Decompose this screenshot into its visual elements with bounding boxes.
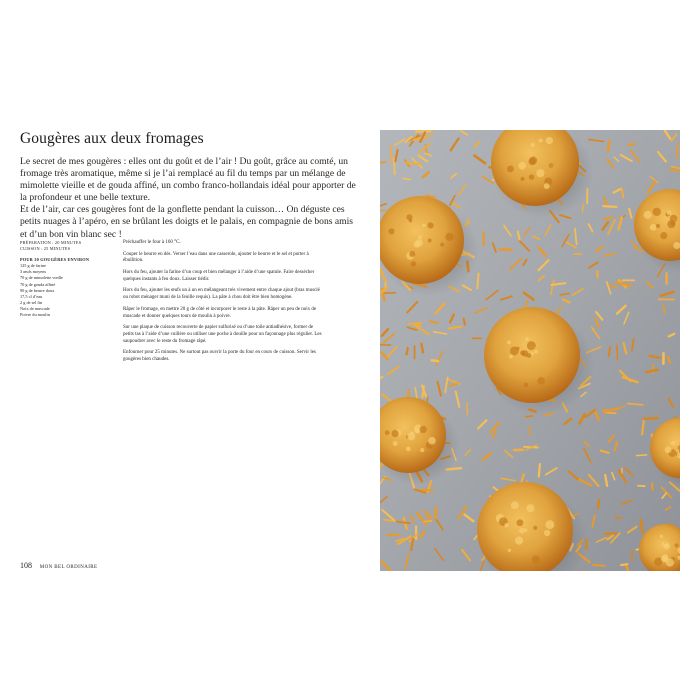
puff-texture xyxy=(440,243,444,247)
puff-texture xyxy=(537,377,544,384)
step-paragraph: Couper le beurre en dés. Verser l’eau dans une casserole, ajouter le beurre et le sel et porter à ébullition. xyxy=(123,251,309,264)
ingredient-item: 90 g de beurre doux xyxy=(20,287,55,293)
puff-texture xyxy=(422,224,426,228)
puff-texture xyxy=(391,430,398,437)
cheese-shred xyxy=(670,170,679,171)
puff-texture xyxy=(650,224,657,231)
puff-texture xyxy=(667,220,675,228)
ingredient-item: 70 g de mimolette vieille xyxy=(20,275,63,281)
intro-paragraph: Le secret de mes gougères : elles ont du goût et de l’air ! Du goût, grâce au comté, un fromage très aromatique, même si je l’ai remplacé au fil du temps par un mélange de mimolette vieille et de gouda affiné, un combo franco-hollandais idéal pour apporter de la profondeur et une belle texture. xyxy=(20,156,356,204)
step-paragraph: Préchauffer le four à 160 °C. xyxy=(123,240,181,245)
puff-texture xyxy=(393,441,398,446)
step-paragraph: Hors du feu, ajouter les œufs un à un en mélangeant très vivement entre chaque ajout (bras musclé ou robot ménager muni de la feuille requis). La pâte à chou doit être bien homogène. xyxy=(123,288,320,301)
puff-texture xyxy=(516,347,519,350)
recipe-title: Gougères aux deux fromages xyxy=(20,130,204,147)
page-footer xyxy=(20,561,97,570)
cheese-shred xyxy=(582,204,583,212)
puff-texture xyxy=(516,519,523,526)
photo-illustration xyxy=(380,130,680,571)
cheese-shred xyxy=(629,144,635,145)
cheese-shred xyxy=(427,397,428,403)
puff-texture xyxy=(529,157,537,165)
puff-texture xyxy=(409,251,415,257)
puff-texture xyxy=(544,530,550,536)
servings: POUR 30 GOUGÈRES ENVIRON xyxy=(20,257,90,263)
book-title: MON BEL ORDINAIRE xyxy=(39,565,98,570)
recipe-intro xyxy=(20,156,360,241)
cheese-shred xyxy=(421,344,423,353)
puff-texture xyxy=(427,222,433,228)
step-paragraph: Enfourner pour 25 minutes. Ne surtout pas ouvrir la porte du four en cours de cuisson. Servir les gougères bien chaudes. xyxy=(123,350,316,363)
step-paragraph: Hors du feu, ajouter la farine d’un coup et bien mélanger à l’aide d’une spatule. Faire dessécher quelques instants à feu doux. Laisser tiédir. xyxy=(123,269,315,282)
prep-time: PRÉPARATION : 20 MINUTES xyxy=(20,240,82,245)
cheese-shred xyxy=(477,273,478,288)
puff-texture xyxy=(411,261,417,267)
cheese-shred xyxy=(641,520,643,533)
puff-texture xyxy=(428,239,432,243)
cheese-shred xyxy=(380,162,385,163)
puff-texture xyxy=(653,208,661,216)
puff-texture xyxy=(536,169,544,177)
ingredient-item: 125 g de farine xyxy=(20,263,46,269)
puff-texture xyxy=(445,233,453,241)
puff-texture xyxy=(524,383,529,388)
puff-texture xyxy=(529,174,534,179)
puff-texture xyxy=(511,501,519,509)
cheese-shred xyxy=(609,347,610,355)
puff-texture xyxy=(504,523,508,527)
puff-texture xyxy=(527,341,536,350)
puff-texture xyxy=(644,211,652,219)
puff-texture xyxy=(519,528,525,534)
puff-texture xyxy=(671,441,676,446)
puff-texture xyxy=(545,520,554,529)
ingredient-item: 17,5 cl d’eau xyxy=(20,293,43,299)
puff-texture xyxy=(675,543,679,547)
puff-texture xyxy=(406,446,411,451)
puff-texture xyxy=(530,143,535,148)
ingredient-item: Poivre du moulin xyxy=(20,312,50,318)
cheese-shred xyxy=(637,455,647,456)
puff-texture xyxy=(526,504,534,512)
puff-texture xyxy=(520,177,524,181)
recipe-text-column xyxy=(20,130,360,575)
ingredient-item: 70 g de gouda affiné xyxy=(20,281,56,287)
puff-texture xyxy=(515,537,523,545)
cheese-shred xyxy=(407,348,408,354)
puff-texture xyxy=(666,558,674,566)
cheese-shred xyxy=(539,464,540,476)
cheese-shred xyxy=(435,507,436,518)
puff-texture xyxy=(531,352,534,355)
puff-texture xyxy=(518,162,526,170)
puff-texture xyxy=(533,526,537,530)
puff-texture xyxy=(544,183,550,189)
puff-texture xyxy=(409,219,413,223)
puff-texture xyxy=(525,337,529,341)
puff-texture xyxy=(532,556,540,564)
puff-texture xyxy=(549,163,554,168)
cheese-shred xyxy=(407,163,421,164)
ingredient-item: Noix de muscade xyxy=(20,305,50,311)
puff-texture xyxy=(508,549,511,552)
puff-texture xyxy=(385,430,390,435)
cheese-shred xyxy=(608,141,609,151)
puff-texture xyxy=(509,355,513,359)
puff-texture xyxy=(546,137,553,144)
puff-texture xyxy=(420,448,424,452)
ingredient-item: 2 g de sel fin xyxy=(20,299,43,305)
step-paragraph: Sur une plaque de cuisson recouverte de papier sulfurisé ou d’une toile antiadhésive, former de petits tas à l’aide d’une cuillère ou utiliser une poche à douille pour un façonnage plus régulier. Les saupoudrer avec le reste du fromage râpé. xyxy=(123,325,322,344)
cheese-shred xyxy=(593,565,604,566)
cheese-shred xyxy=(526,416,533,417)
cheese-shred xyxy=(390,146,391,162)
puff-texture xyxy=(419,426,426,433)
cheese-shred xyxy=(644,418,658,419)
puff-texture xyxy=(428,437,436,445)
puff-texture xyxy=(534,350,538,354)
puff-texture xyxy=(507,340,511,344)
puff-texture xyxy=(507,165,514,172)
step-paragraph: Râper le fromage, en mettre 20 g de côté et incorporer le reste à la pâte. Râper un peu de noix de muscade et donner quelques tours de moulin à poivre. xyxy=(123,306,317,319)
puff-texture xyxy=(656,224,660,228)
puff-texture xyxy=(418,235,422,239)
ingredient-list xyxy=(20,263,112,318)
recipe-steps xyxy=(123,240,323,369)
cheese-shred xyxy=(621,564,627,565)
cheese-shred xyxy=(652,483,653,490)
gougeres-photo xyxy=(380,130,680,571)
cheese-shred xyxy=(414,325,420,326)
cheese-shred xyxy=(617,345,618,360)
recipe-meta xyxy=(20,240,112,318)
puff-texture xyxy=(522,350,528,356)
puff-texture xyxy=(415,239,422,246)
puff-texture xyxy=(660,535,663,538)
cheese-shred xyxy=(598,500,599,508)
cheese-shred xyxy=(424,521,432,522)
cheese-shred xyxy=(464,319,465,325)
puff-texture xyxy=(539,139,543,143)
puff-texture xyxy=(388,228,394,234)
puff-texture xyxy=(660,232,667,239)
page-number: 108 xyxy=(20,561,32,570)
puff-texture xyxy=(407,432,415,440)
cook-time: CUISSON : 25 MINUTES xyxy=(20,246,71,252)
gougere-puff xyxy=(484,307,580,403)
cheese-shred xyxy=(432,360,438,361)
cheese-shred xyxy=(603,206,616,207)
cheese-shred xyxy=(409,323,421,324)
puff-texture xyxy=(664,543,670,549)
puff-texture xyxy=(667,211,671,215)
intro-paragraph: Et de l’air, car ces gougères font de la gonflette pendant la cuisson… On déguste ces petits nuages à l’apéro, en se brûlant les doigts et le palais, en compagnie de bons amis et d’un bon vin blanc sec ! xyxy=(20,204,354,240)
puff-texture xyxy=(665,446,672,453)
ingredient-item: 3 œufs moyens xyxy=(20,269,47,275)
